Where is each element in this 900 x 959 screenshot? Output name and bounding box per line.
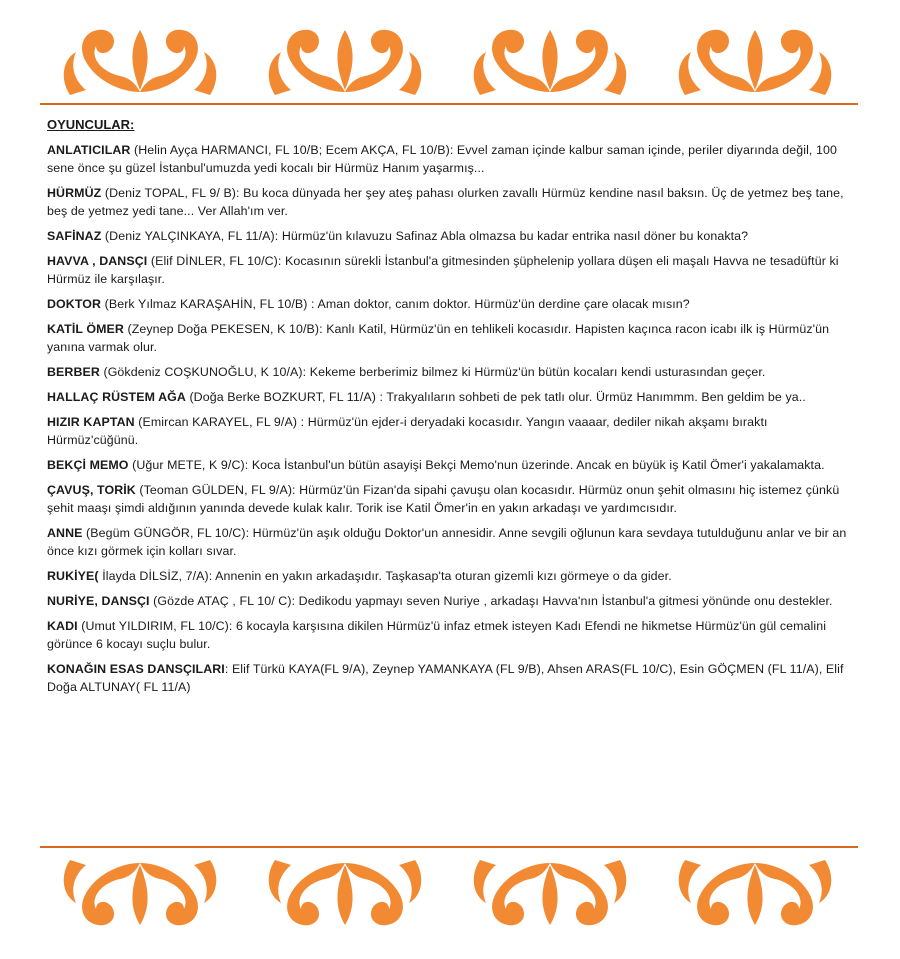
actor-info: (Emircan KARAYEL, FL 9/A)	[134, 415, 298, 429]
actor-info: İlayda DİLSİZ, 7/A)	[98, 569, 209, 583]
role-description: : Aman doktor, canım doktor. Hürmüz'ün derdine çare olacak mısın?	[307, 297, 690, 311]
cast-entry	[47, 567, 855, 585]
cast-entry	[47, 617, 855, 653]
role-description: : Elif Türkü KAYA(FL 9/A), Zeynep YAMANKAYA (FL 9/B), Ahsen ARAS(FL 10/C), Esin GÖÇMEN (FL 11/A), Elif Doğa ALTUNAY( FL 11/A)	[47, 662, 844, 694]
actor-info: (Doğa Berke BOZKURT, FL 11/A)	[185, 390, 376, 404]
role-name: ANLATICILAR	[47, 143, 131, 157]
role-name: HÜRMÜZ	[47, 186, 102, 200]
top-ornamental-border	[40, 10, 858, 105]
actor-info: (Berk Yılmaz KARAŞAHİN, FL 10/B)	[101, 297, 308, 311]
role-name: BERBER	[47, 365, 100, 379]
role-name: ANNE	[47, 526, 83, 540]
actor-info: (Uğur METE, K 9/C)	[128, 458, 245, 472]
role-name: KADI	[47, 619, 78, 633]
actor-info: (Begüm GÜNGÖR, FL 10/C)	[82, 526, 246, 540]
role-description: : Dedikodu yapmayı seven Nuriye , arkadaşı Havva'nın İstanbul'a gitmesi yönünde onu destekler.	[291, 594, 833, 608]
role-description: : Evvel zaman içinde kalbur saman içinde, periler diyarında değil, 100 sene önce şu güzel İstanbul'umuzda yedi kocalı bir Hürmüz Hanım yaşarmış...	[47, 143, 837, 175]
role-description: : Koca İstanbul'un bütün asayişi Bekçi Memo'nun üzerinde. Ancak en büyük iş Katil Ömer'i yakalamakta.	[244, 458, 825, 472]
role-name: DOKTOR	[47, 297, 102, 311]
actor-info: (Elif DİNLER, FL 10/C)	[147, 254, 278, 268]
cast-entry	[47, 456, 855, 474]
bottom-border-rule	[40, 846, 858, 848]
role-name: KONAĞIN ESAS DANSÇILARI	[47, 662, 225, 676]
role-description: : Bu koca dünyada her şey ateş pahası olurken zavallı Hürmüz kendine nasıl baksın. Üç de yetmez beş tane, beş de yetmez yedi tane... Ver Allah'ım ver.	[47, 186, 844, 218]
actor-info: (Deniz YALÇINKAYA, FL 11/A)	[101, 229, 275, 243]
role-description: : Kocasının sürekli İstanbul'a gitmesinden şüphelenip yollara düşen eli maşalı Havva ne tesadüftür ki Hürmüz ile karşılaşır.	[47, 254, 839, 286]
role-description: : Hürmüz'ün Fizan'da sipahi çavuşu olan kocasıdır. Hürmüz onun şehit olmasını hiç istemez çünkü şehit maaşı şimdi aldığının yanında devede kulak kalır. Torik ise Katil Ömer'in en yakın arkadaşı ve yardımcısıdır.	[47, 483, 840, 515]
cast-entry	[47, 524, 855, 560]
cast-entry	[47, 592, 855, 610]
role-description: : Hürmüz'ün ejder-i deryadaki kocasıdır. Yangın vaaaar, dediler nikah akşamı bıraktı Hürmüz'cüğünü.	[47, 415, 768, 447]
page-title: OYUNCULAR:	[47, 117, 135, 132]
role-description: : Hürmüz'ün aşık olduğu Doktor'un annesidir. Anne sevgili oğlunun kara sevdaya tutulduğunu anlar ve bir an önce kızı görmek için kolları sıvar.	[47, 526, 847, 558]
role-name: HAVVA , DANSÇI	[47, 254, 148, 268]
cast-entry	[47, 227, 855, 245]
cast-entry	[47, 660, 855, 696]
cast-entry	[47, 320, 855, 356]
top-border-rule	[40, 103, 858, 105]
role-name: NURİYE, DANSÇI	[47, 594, 150, 608]
actor-info: (Helin Ayça HARMANCI, FL 10/B; Ecem AKÇA, FL 10/B)	[130, 143, 450, 157]
cast-entry	[47, 252, 855, 288]
role-name: BEKÇİ MEMO	[47, 458, 129, 472]
role-name: SAFİNAZ	[47, 229, 102, 243]
actor-info: (Gökdeniz COŞKUNOĞLU, K 10/A)	[99, 365, 303, 379]
cast-entry	[47, 295, 855, 313]
cast-entry	[47, 388, 855, 406]
role-description: : 6 kocayla karşısına dikilen Hürmüz'ü infaz etmek isteyen Kadı Efendi ne hikmetse Hürmüz'ün gül cemalini görünce 6 kocayı suçlu bulur.	[47, 619, 827, 651]
actor-info: (Umut YILDIRIM, FL 10/C)	[77, 619, 229, 633]
cast-entry	[47, 363, 855, 381]
role-name: HALLAÇ RÜSTEM AĞA	[47, 390, 186, 404]
cast-entry	[47, 184, 855, 220]
role-description: : Annenin en yakın arkadaşıdır. Taşkasap'ta oturan gizemli kızı görmeye o da gider.	[208, 569, 672, 583]
role-description: : Kanlı Katil, Hürmüz'ün en tehlikeli kocasıdır. Hapisten kaçınca racon icabı ilk iş Hürmüz'ün yanına varmak olur.	[47, 322, 830, 354]
bottom-ornamental-border	[40, 850, 858, 945]
actor-info: (Teoman GÜLDEN, FL 9/A)	[135, 483, 293, 497]
cast-entry	[47, 141, 855, 177]
role-description: : Kekeme berberimiz bilmez ki Hürmüz'ün bütün kocaları kendi usturasından geçer.	[302, 365, 766, 379]
role-description: : Trakyalıların sohbeti de pek tatlı olur. Ürmüz Hanımmm. Ben geldim be ya..	[375, 390, 806, 404]
role-name: HIZIR KAPTAN	[47, 415, 135, 429]
cast-entry	[47, 413, 855, 449]
actor-info: (Gözde ATAÇ , FL 10/ C)	[149, 594, 292, 608]
role-name: KATİL ÖMER	[47, 322, 124, 336]
actor-info: (Deniz TOPAL, FL 9/ B)	[101, 186, 237, 200]
cast-entry	[47, 481, 855, 517]
role-name: ÇAVUŞ, TORİK	[47, 483, 136, 497]
cast-list	[47, 117, 855, 703]
role-description: : Hürmüz'ün kılavuzu Safinaz Abla olmazsa bu kadar entrika nasıl döner bu konakta?	[274, 229, 749, 243]
role-name: RUKİYE(	[47, 569, 99, 583]
actor-info: (Zeynep Doğa PEKESEN, K 10/B)	[123, 322, 320, 336]
